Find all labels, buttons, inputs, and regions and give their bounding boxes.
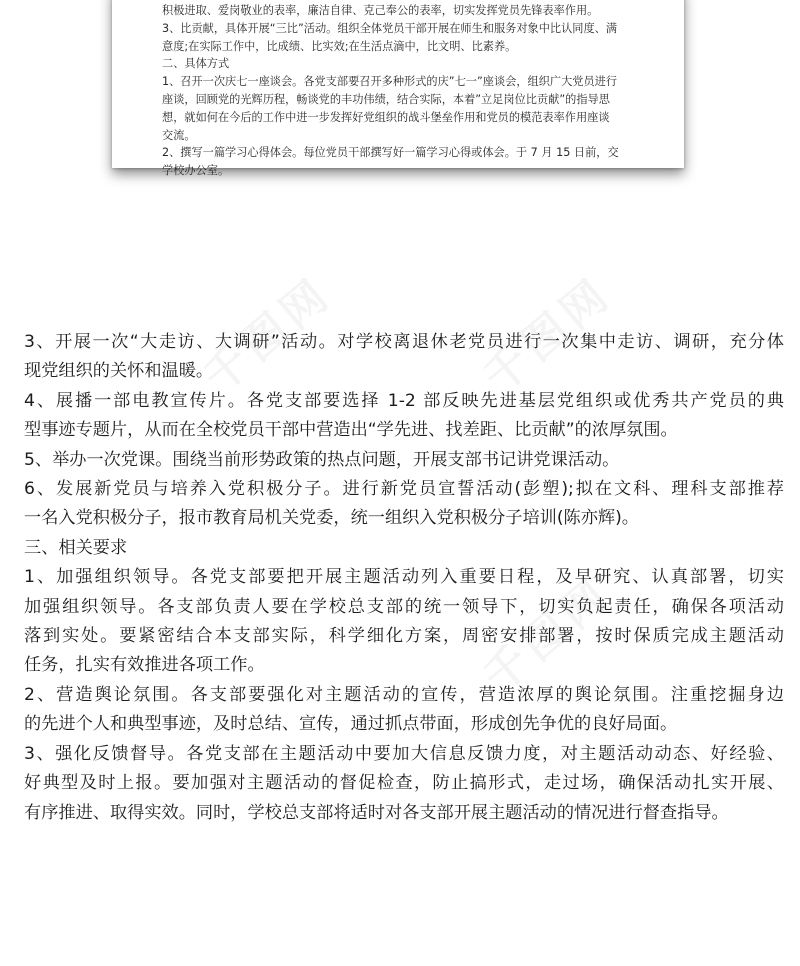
paragraph-line: 落到实处。要紧密结合本支部实际，科学细化方案，周密安排部署，按时保质完成主题活动 bbox=[24, 626, 784, 647]
paragraph-line: 5、举办一次党课。围绕当前形势政策的热点问题，开展支部书记讲党课活动。 bbox=[24, 449, 620, 470]
paragraph-line: 2、营造舆论氛围。各支部要强化对主题活动的宣传，营造浓厚的舆论氛围。注重挖掘身边 bbox=[24, 684, 784, 705]
preview-text-block bbox=[162, 2, 642, 180]
preview-line: 学校办公室。 bbox=[162, 164, 230, 178]
paragraph-line: 4、展播一部电教宣传片。各党支部要选择 1-2 部反映先进基层党组织或优秀共产党员的典 bbox=[24, 390, 784, 411]
paragraph-line: 有序推进、取得实效。同时，学校总支部将适时对各支部开展主题活动的情况进行督查指导。 bbox=[24, 802, 729, 823]
paragraph-line: 一名入党积极分子，报市教育局机关党委，统一组织入党积极分子培训(陈亦辉)。 bbox=[24, 508, 639, 529]
preview-line: 交流。 bbox=[162, 128, 196, 142]
preview-line: 意度;在实际工作中，比成绩、比实效;在生活点滴中，比文明、比素养。 bbox=[162, 39, 517, 53]
preview-line: 1、召开一次庆七一座谈会。各党支部要召开多种形式的庆”七一”座谈会，组织广大党员进行 bbox=[162, 75, 618, 89]
main-document-text bbox=[24, 328, 784, 828]
preview-line: 座谈，回顾党的光辉历程，畅谈党的丰功伟绩，结合实际，本着”立足岗位比贡献”的指导思 bbox=[162, 92, 610, 106]
paragraph-line: 的先进个人和典型事迹，及时总结、宣传，通过抓点带面，形成创先争优的良好局面。 bbox=[24, 714, 678, 735]
paragraph-line: 好典型及时上报。要加强对主题活动的督促检查，防止搞形式，走过场，确保活动扎实开展、 bbox=[24, 773, 784, 794]
preview-line: 想，就如何在今后的工作中进一步发挥好党组织的战斗堡垒作用和党员的模范表率作用座谈 bbox=[162, 110, 610, 124]
preview-line: 积极进取、爱岗敬业的表率，廉洁自律、克己奉公的表率，切实发挥党员先锋表率作用。 bbox=[162, 4, 599, 17]
preview-heading: 二、具体方式 bbox=[162, 57, 230, 71]
paragraph-line: 6、发展新党员与培养入党积极分子。进行新党员宣誓活动(彭塑);拟在文科、理科支部推荐 bbox=[24, 479, 784, 500]
preview-line: 2、撰写一篇学习心得体会。每位党员干部撰写好一篇学习心得或体会。于 7 月 15 日前，交 bbox=[162, 146, 619, 160]
paragraph-line: 1、加强组织领导。各党支部要把开展主题活动列入重要日程，及早研究、认真部署，切实 bbox=[24, 567, 784, 588]
document-preview-card bbox=[112, 0, 684, 178]
paragraph-line: 加强组织领导。各支部负责人要在学校总支部的统一领导下，切实负起责任，确保各项活动 bbox=[24, 596, 784, 617]
paragraph-line: 现党组织的关怀和温暖。 bbox=[24, 361, 214, 382]
paragraph-line: 3、开展一次“大走访、大调研”活动。对学校离退休老党员进行一次集中走访、调研，充分体 bbox=[24, 332, 784, 352]
preview-line: 3、比贡献，具体开展“三比”活动。组织全体党员干部开展在师生和服务对象中比认同度、满 bbox=[162, 21, 618, 35]
section-heading: 三、相关要求 bbox=[24, 537, 128, 558]
paragraph-line: 3、强化反馈督导。各党支部在主题活动中要加大信息反馈力度，对主题活动动态、好经验、 bbox=[24, 743, 784, 764]
paragraph-line: 任务，扎实有效推进各项工作。 bbox=[24, 655, 265, 676]
paragraph-line: 型事迹专题片，从而在全校党员干部中营造出“学先进、找差距、比贡献”的浓厚氛围。 bbox=[24, 420, 678, 441]
